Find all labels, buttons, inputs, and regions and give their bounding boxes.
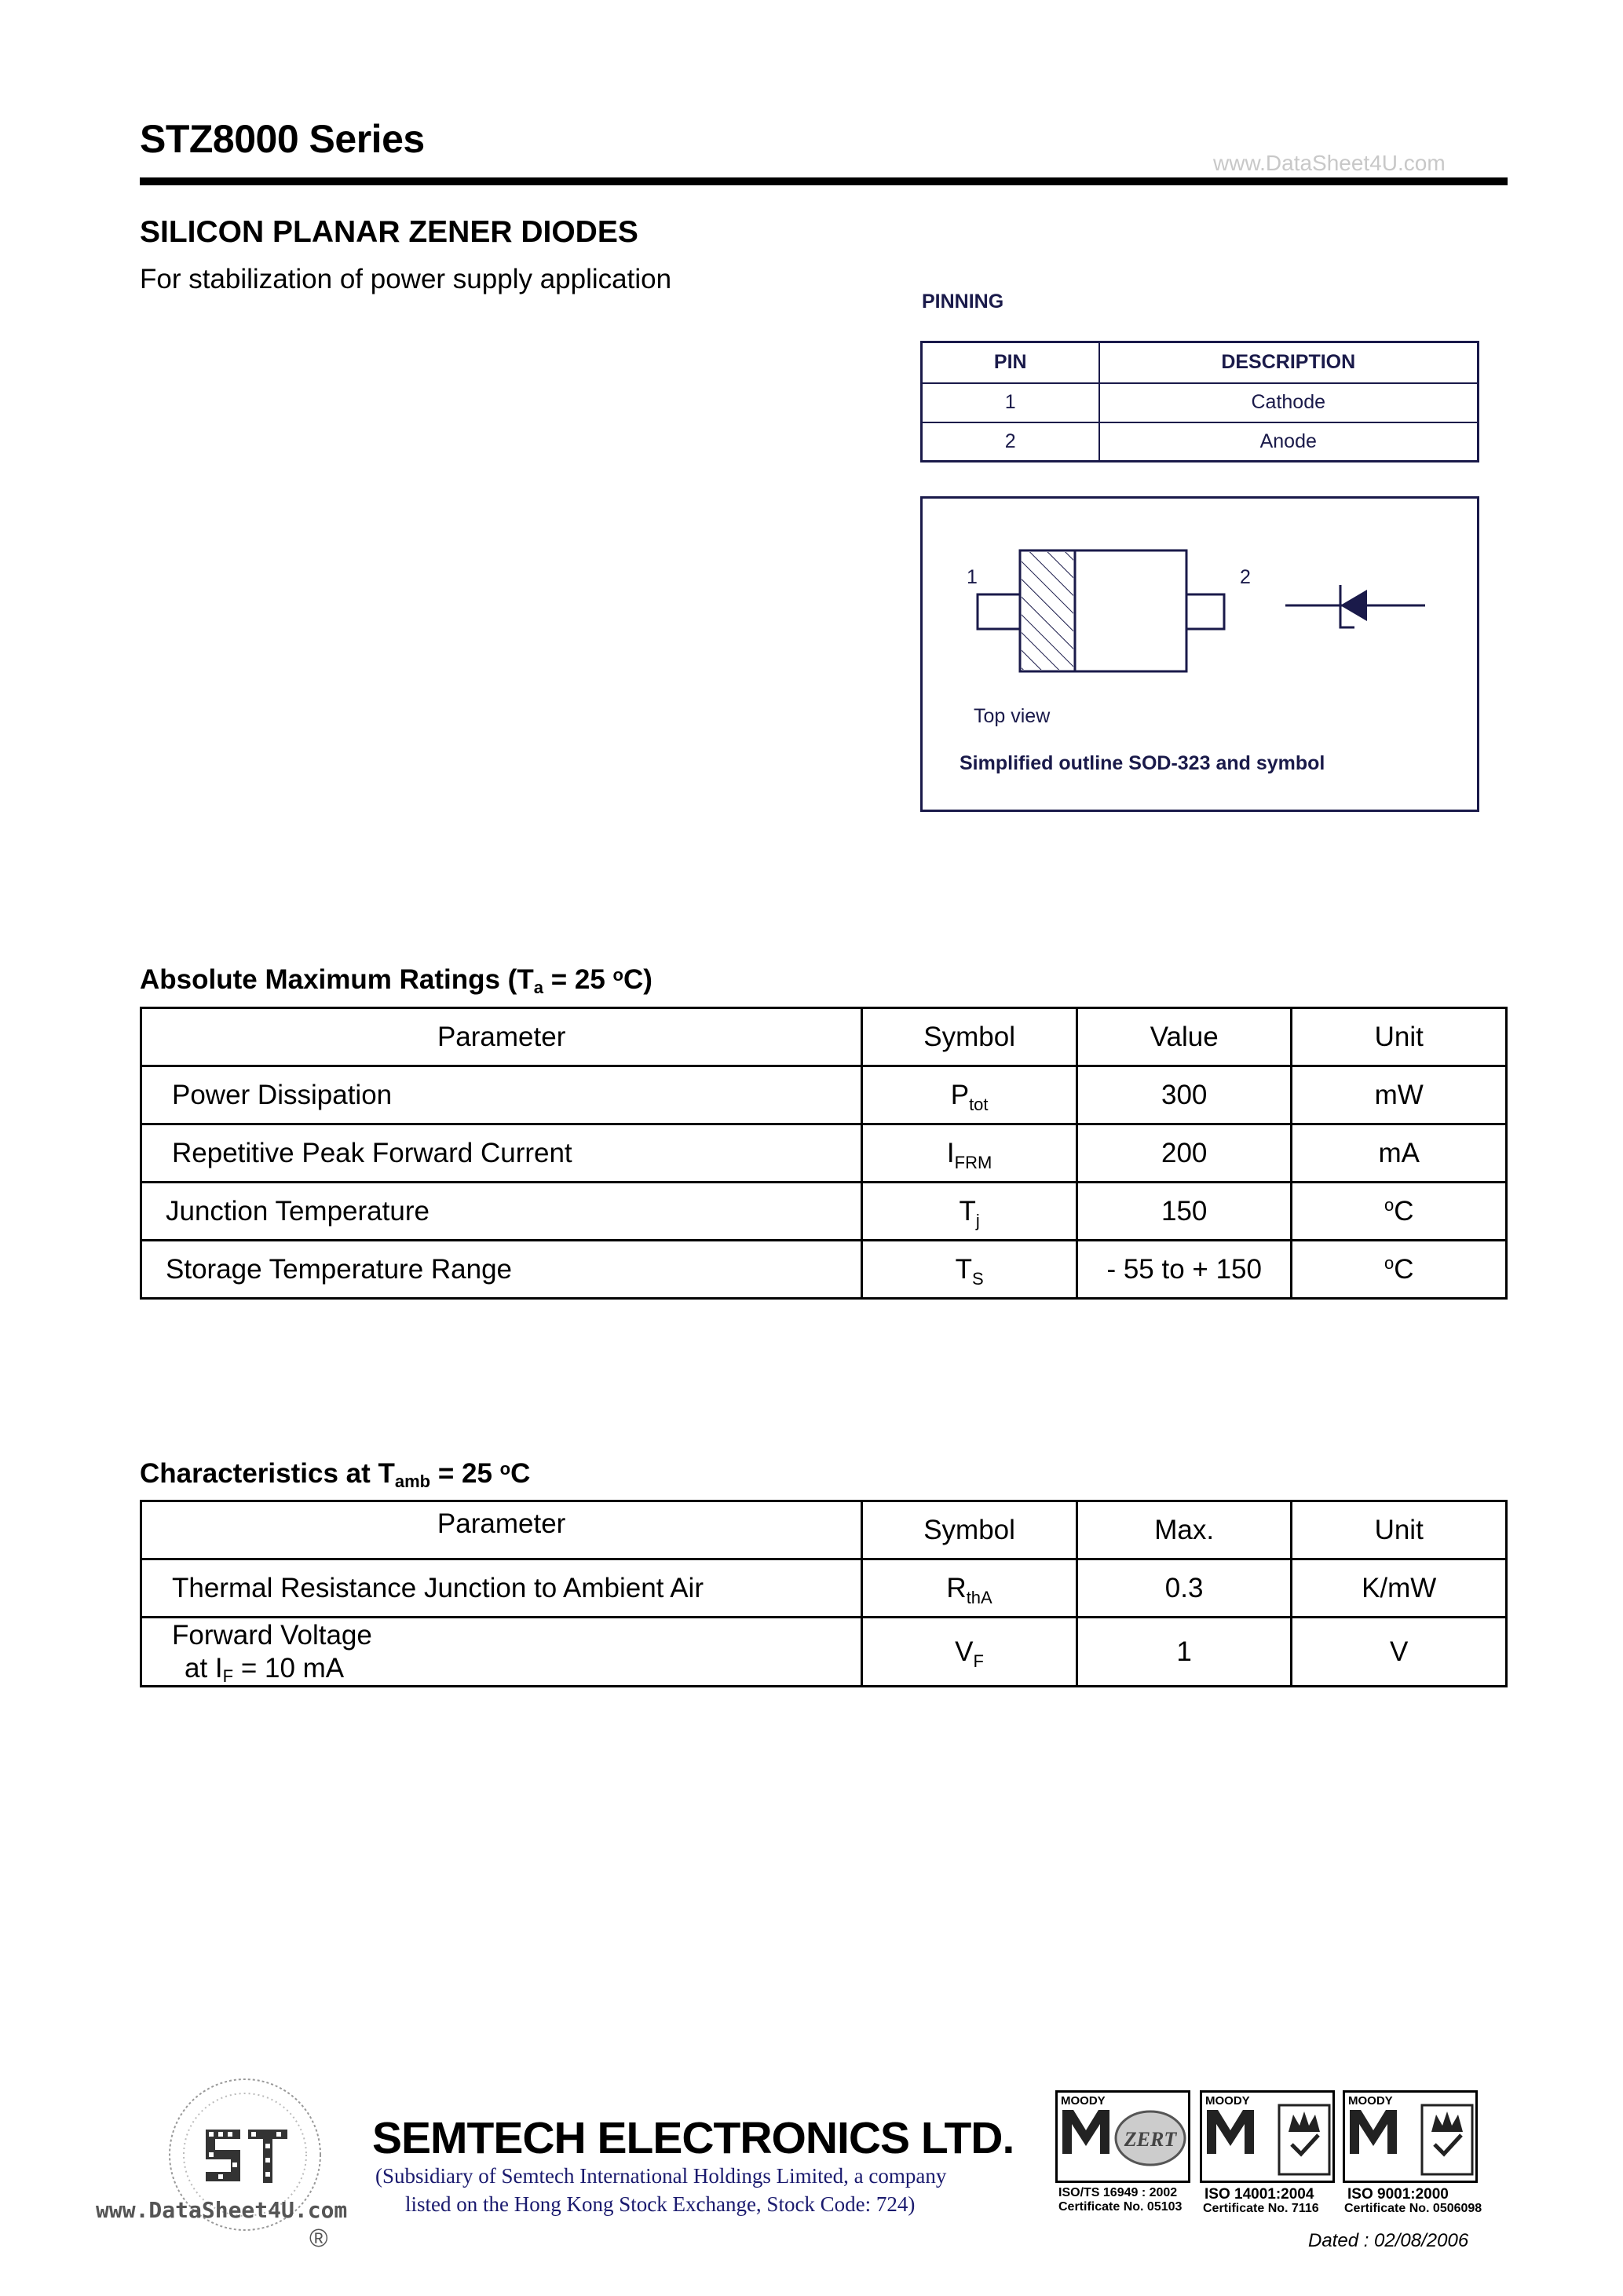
pinning-header-row — [922, 342, 1479, 383]
symbol-cell: $I_{FRM}$ — [862, 1124, 1077, 1183]
table-row — [141, 1559, 1507, 1618]
characteristics-heading: Characteristics at $T_{amb} = 25$ $^o$C — [140, 1458, 531, 1491]
max-cell: 1 — [1077, 1618, 1292, 1687]
pinning-col-description: DESCRIPTION — [1099, 342, 1479, 383]
table-row — [922, 422, 1479, 462]
registered-mark: ® — [309, 2224, 328, 2252]
cert-number-2: Certificate No. 7116 — [1203, 2202, 1319, 2215]
moody-m-logo — [1062, 2110, 1109, 2154]
pin-description: Cathode — [1099, 383, 1479, 422]
page-title: STZ8000 Series — [140, 117, 425, 161]
col-symbol: Symbol — [862, 1501, 1077, 1559]
parameter-cell: Storage Temperature Range — [141, 1241, 862, 1299]
section-heading: SILICON PLANAR ZENER DIODES — [140, 215, 638, 249]
pinning-table — [920, 341, 1479, 462]
parameter-cell: Repetitive Peak Forward Current — [141, 1124, 862, 1183]
moody-m-logo — [1207, 2110, 1254, 2154]
table-row — [922, 383, 1479, 422]
table-row — [141, 1618, 1507, 1687]
certificate-badge-iso-ts: MOODY ZERT — [1055, 2090, 1190, 2183]
parameter-cell: Junction Temperature — [141, 1183, 862, 1241]
unit-cell: $^o$C — [1292, 1183, 1507, 1241]
value-cell: 300 — [1077, 1066, 1292, 1124]
unit-cell: K/mW — [1292, 1559, 1507, 1618]
col-value: Value — [1077, 1008, 1292, 1066]
symbol-cell: $T_j$ — [862, 1183, 1077, 1241]
value-cell: 200 — [1077, 1124, 1292, 1183]
certificate-badge-iso14001: MOODY — [1200, 2090, 1335, 2183]
title-rule — [140, 177, 1508, 185]
unit-cell: mA — [1292, 1124, 1507, 1183]
cert-caption-1: ISO/TS 16949 : 2002 — [1058, 2186, 1178, 2199]
certificate-badge-iso9001: MOODY — [1343, 2090, 1478, 2183]
svg-text:ZERT: ZERT — [1124, 2128, 1177, 2151]
zener-diode-symbol — [1285, 585, 1425, 627]
zert-mark — [1113, 2107, 1188, 2168]
col-parameter: Parameter — [141, 1501, 862, 1559]
top-view-label: Top view — [974, 705, 1051, 727]
pinning-label: PINNING — [922, 291, 1004, 313]
unit-cell: $^o$C — [1292, 1241, 1507, 1299]
table-row — [141, 1241, 1507, 1299]
table-header-row — [141, 1501, 1507, 1559]
pin2-label: 2 — [1240, 566, 1251, 588]
moody-m-logo — [1350, 2110, 1397, 2154]
col-parameter: Parameter — [141, 1008, 862, 1066]
unit-cell: V — [1292, 1618, 1507, 1687]
symbol-cell: $P_{tot}$ — [862, 1066, 1077, 1124]
cert-caption-3: ISO 9001:2000 — [1347, 2186, 1449, 2203]
cert-number-1: Certificate No. 05103 — [1058, 2200, 1183, 2214]
col-symbol: Symbol — [862, 1008, 1077, 1066]
parameter-cell: Thermal Resistance Junction to Ambient Air — [141, 1559, 862, 1618]
watermark-top: www.DataSheet4U.com — [1213, 151, 1446, 175]
abs-max-table — [140, 1007, 1508, 1300]
pin-number: 1 — [922, 383, 1099, 422]
company-subsidiary-line1: (Subsidiary of Semtech International Holdings Limited, a company — [375, 2164, 947, 2188]
table-row — [141, 1066, 1507, 1124]
watermark-bottom: www.DataSheet4U.com — [96, 2197, 348, 2223]
parameter-cell: Forward Voltage at IF = 10 mA — [141, 1618, 862, 1687]
lead-right — [1182, 594, 1224, 629]
table-row — [141, 1183, 1507, 1241]
table-row — [141, 1124, 1507, 1183]
pin1-label: 1 — [967, 566, 978, 588]
cert-caption-2: ISO 14001:2004 — [1204, 2186, 1314, 2203]
ukas-crown-mark — [1420, 2104, 1474, 2176]
symbol-cell: $T_S$ — [862, 1241, 1077, 1299]
table-header-row — [141, 1008, 1507, 1066]
company-name: SEMTECH ELECTRONICS LTD. — [372, 2113, 1014, 2163]
pin-description: Anode — [1099, 422, 1479, 462]
cathode-band — [1022, 552, 1073, 670]
dated-label: Dated : 02/08/2006 — [1308, 2230, 1469, 2251]
value-cell: - 55 to + 150 — [1077, 1241, 1292, 1299]
symbol-cell: $R_{thA}$ — [862, 1559, 1077, 1618]
section-subheading: For stabilization of power supply application — [140, 264, 672, 294]
lead-left — [978, 594, 1020, 629]
characteristics-table — [140, 1500, 1508, 1687]
max-cell: 0.3 — [1077, 1559, 1292, 1618]
cert-number-3: Certificate No. 0506098 — [1344, 2202, 1482, 2215]
value-cell: 150 — [1077, 1183, 1292, 1241]
col-unit: Unit — [1292, 1008, 1507, 1066]
outline-caption: Simplified outline SOD-323 and symbol — [960, 752, 1325, 774]
col-unit: Unit — [1292, 1501, 1507, 1559]
pin-number: 2 — [922, 422, 1099, 462]
parameter-cell: Power Dissipation — [141, 1066, 862, 1124]
unit-cell: mW — [1292, 1066, 1507, 1124]
company-subsidiary-line2: listed on the Hong Kong Stock Exchange, Stock Code: 724) — [405, 2192, 916, 2216]
abs-max-heading: Absolute Maximum Ratings ($T_a = 25$ $^o$C) — [140, 964, 652, 997]
col-max: Max. — [1077, 1501, 1292, 1559]
pinning-col-pin: PIN — [922, 342, 1099, 383]
ukas-crown-mark — [1278, 2104, 1331, 2176]
symbol-cell: $V_F$ — [862, 1618, 1077, 1687]
